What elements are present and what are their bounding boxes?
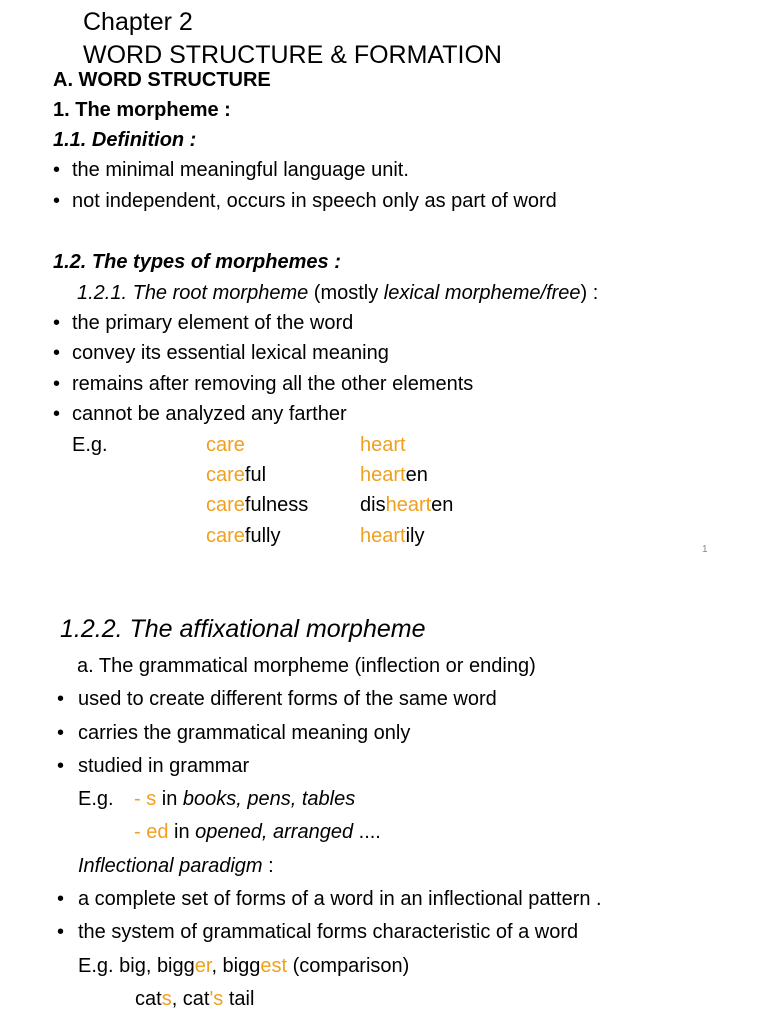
bullet-marker: • xyxy=(57,888,65,910)
bullet-marker: • xyxy=(53,342,61,364)
example-line: E.g. big, bigger, biggest (comparison) xyxy=(78,955,410,977)
subsection-heading: 1. The morpheme : xyxy=(53,99,231,121)
example-line: - s in books, pens, tables xyxy=(134,788,356,810)
paradigm-label: Inflectional paradigm : xyxy=(78,855,274,877)
example-word: carefulness xyxy=(206,494,309,516)
bullet-marker: • xyxy=(53,403,61,425)
paradigm-bullet: a complete set of forms of a word in an inflectional pattern . xyxy=(78,888,602,910)
section-heading: A. WORD STRUCTURE xyxy=(53,69,271,91)
bullet-marker: • xyxy=(57,921,65,943)
example-label: E.g. xyxy=(72,434,108,456)
bullet-marker: • xyxy=(53,373,61,395)
example-word: care xyxy=(206,434,245,456)
bullet-marker: • xyxy=(53,159,61,181)
types-heading: 1.2. The types of morphemes : xyxy=(53,251,341,273)
definition-bullet: the minimal meaningful language unit. xyxy=(72,159,409,181)
root-bullet: remains after removing all the other elements xyxy=(72,373,474,395)
bullet-marker: • xyxy=(53,312,61,334)
root-bullet: cannot be analyzed any farther xyxy=(72,403,347,425)
affixational-heading: 1.2.2. The affixational morpheme xyxy=(60,615,426,643)
bullet-marker: • xyxy=(57,755,65,777)
example-word: careful xyxy=(206,464,267,486)
slide-number: 1 xyxy=(702,544,708,555)
bullet-marker: • xyxy=(57,722,65,744)
example-line: cats, cat's tail xyxy=(135,988,255,1010)
bullet-marker: • xyxy=(53,190,61,212)
root-bullet: convey its essential lexical meaning xyxy=(72,342,389,364)
example-word: heart xyxy=(360,434,406,456)
grammatical-bullet: studied in grammar xyxy=(78,755,250,777)
grammatical-bullet: used to create different forms of the same word xyxy=(78,688,497,710)
grammatical-subheading: a. The grammatical morpheme (inflection or ending) xyxy=(77,655,536,677)
root-morpheme-heading: 1.2.1. The root morpheme (mostly lexical morpheme/free) : xyxy=(77,282,599,304)
example-word: carefully xyxy=(206,525,281,547)
definition-bullet: not independent, occurs in speech only as part of word xyxy=(72,190,557,212)
grammatical-bullet: carries the grammatical meaning only xyxy=(78,722,411,744)
definition-heading: 1.1. Definition : xyxy=(53,129,197,151)
example-word: heartily xyxy=(360,525,425,547)
chapter-title: WORD STRUCTURE & FORMATION xyxy=(83,41,502,69)
root-bullet: the primary element of the word xyxy=(72,312,354,334)
paradigm-bullet: the system of grammatical forms characteristic of a word xyxy=(78,921,579,943)
example-word: hearten xyxy=(360,464,428,486)
chapter-label: Chapter 2 xyxy=(83,8,193,36)
bullet-marker: • xyxy=(57,688,65,710)
example-line: E.g. xyxy=(78,788,114,810)
example-word: dishearten xyxy=(360,494,454,516)
example-line: - ed in opened, arranged .... xyxy=(134,821,381,843)
slide-divider xyxy=(0,572,768,573)
